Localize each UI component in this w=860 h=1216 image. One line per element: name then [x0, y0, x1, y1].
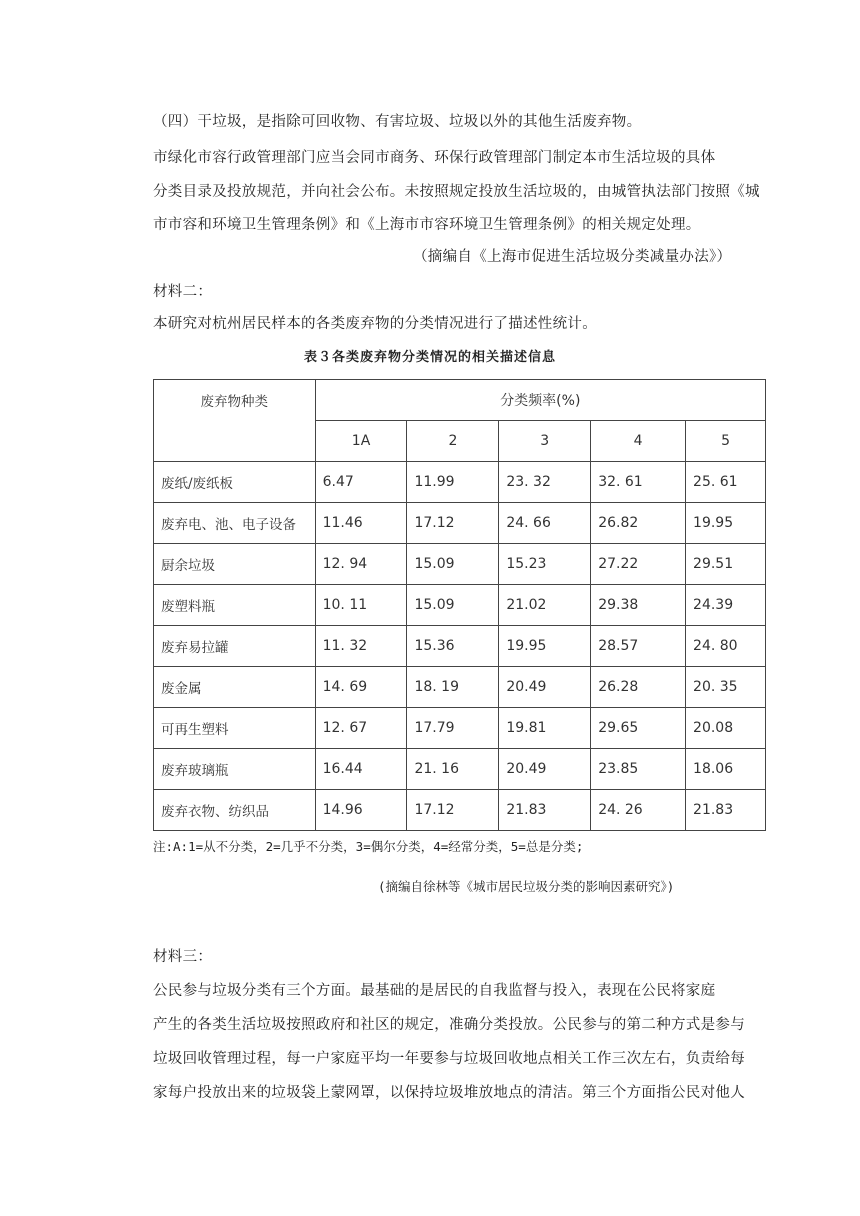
table-cell: 10. 11: [315, 585, 407, 626]
table-cell: 24. 26: [591, 790, 686, 831]
table-row: [154, 790, 766, 831]
table-cell: 19.95: [499, 626, 591, 667]
table-cell: 17.12: [407, 790, 499, 831]
table-cell: 21. 16: [407, 749, 499, 790]
paragraph-study-intro: 本研究对杭州居民样本的各类废弃物的分类情况进行了描述性统计。: [153, 316, 597, 332]
waste-classification-table: [153, 379, 766, 831]
column-header: 4: [591, 421, 686, 462]
table-cell: 6.47: [315, 462, 407, 503]
paragraph-participation-line-1: 公民参与垃圾分类有三个方面。最基础的是居民的自我监督与投入，表现在公民将家庭: [153, 983, 716, 999]
row-category: 废金属: [154, 667, 316, 708]
table-row: [154, 462, 766, 503]
table-cell: 18.06: [686, 749, 766, 790]
column-header: 2: [407, 421, 499, 462]
table-cell: 23. 32: [499, 462, 591, 503]
paragraph-participation-line-4: 家每户投放出来的垃圾袋上蒙网罩，以保持垃圾堆放地点的清洁。第三个方面指公民对他人: [153, 1085, 745, 1101]
table-cell: 21.83: [499, 790, 591, 831]
table-cell: 27.22: [591, 544, 686, 585]
source-citation-1: （摘编自《上海市促进生活垃圾分类减量办法》）: [413, 249, 732, 265]
table-cell: 17.79: [407, 708, 499, 749]
table-cell: 11.46: [315, 503, 407, 544]
table-cell: 21.02: [499, 585, 591, 626]
table-cell: 20.08: [686, 708, 766, 749]
table-cell: 14. 69: [315, 667, 407, 708]
table-cell: 26.28: [591, 667, 686, 708]
table-row: [154, 749, 766, 790]
paragraph-participation-line-2: 产生的各类生活垃圾按照政府和社区的规定，准确分类投放。公民参与的第二种方式是参与: [153, 1017, 745, 1033]
row-category: 废弃衣物、纺织品: [154, 790, 316, 831]
table-row: [154, 503, 766, 544]
table-cell: 19.81: [499, 708, 591, 749]
table-cell: 28.57: [591, 626, 686, 667]
paragraph-participation-line-3: 垃圾回收管理过程，每一户家庭平均一年要参与垃圾回收地点相关工作三次左右，负责给每: [153, 1051, 745, 1067]
column-header: 1A: [315, 421, 407, 462]
row-category: 废弃玻璃瓶: [154, 749, 316, 790]
table-row: [154, 585, 766, 626]
table-body: [154, 462, 766, 831]
table-cell: 29.51: [686, 544, 766, 585]
table-cell: 15.23: [499, 544, 591, 585]
source-citation-2: (摘编自徐林等《城市居民垃圾分类的影响因素研究》): [378, 879, 675, 894]
row-category: 废纸/废纸板: [154, 462, 316, 503]
table-note: 注:A:1=从不分类，2=几乎不分类，3=偶尔分类，4=经常分类，5=总是分类;: [153, 839, 584, 854]
table-cell: 24. 66: [499, 503, 591, 544]
table-cell: 26.82: [591, 503, 686, 544]
table-cell: 18. 19: [407, 667, 499, 708]
table-caption: 表３各类废弃物分类情况的相关描述信息: [303, 350, 556, 365]
table-cell: 11. 32: [315, 626, 407, 667]
material-three-heading: 材料三：: [153, 949, 213, 965]
paragraph-regulation-line-3: 市市容和环境卫生管理条例》和《上海市市容环境卫生管理条例》的相关规定处理。: [153, 217, 701, 233]
table-cell: 24.39: [686, 585, 766, 626]
paragraph-regulation-line-2: 分类目录及投放规范，并向社会公布。未按照规定投放生活垃圾的，由城管执法部门按照《城: [153, 184, 760, 200]
table-cell: 24. 80: [686, 626, 766, 667]
table-cell: 16.44: [315, 749, 407, 790]
material-two-heading: 材料二：: [153, 284, 213, 300]
table-row: [154, 667, 766, 708]
table-cell: 21.83: [686, 790, 766, 831]
row-category: 可再生塑料: [154, 708, 316, 749]
table-cell: 20.49: [499, 667, 591, 708]
table-cell: 32. 61: [591, 462, 686, 503]
table-cell: 12. 67: [315, 708, 407, 749]
header-category: 废弃物种类: [154, 380, 316, 462]
table-cell: 14.96: [315, 790, 407, 831]
table-cell: 25. 61: [686, 462, 766, 503]
table-cell: 29.65: [591, 708, 686, 749]
table-cell: 29.38: [591, 585, 686, 626]
table-cell: 15.09: [407, 544, 499, 585]
table-cell: 23.85: [591, 749, 686, 790]
row-category: 废塑料瓶: [154, 585, 316, 626]
row-category: 厨余垃圾: [154, 544, 316, 585]
table-cell: 15.36: [407, 626, 499, 667]
table-cell: 20. 35: [686, 667, 766, 708]
table-row: [154, 626, 766, 667]
row-category: 废弃电、池、电子设备: [154, 503, 316, 544]
paragraph-dry-waste: （四）干垃圾，是指除可回收物、有害垃圾、垃圾以外的其他生活废弃物。: [153, 114, 642, 130]
table-cell: 11.99: [407, 462, 499, 503]
header-frequency: 分类频率(%): [315, 380, 765, 421]
paragraph-regulation-line-1: 市绿化市容行政管理部门应当会同市商务、环保行政管理部门制定本市生活垃圾的具体: [153, 150, 716, 166]
row-category: 废弃易拉罐: [154, 626, 316, 667]
table-cell: 20.49: [499, 749, 591, 790]
table-cell: 12. 94: [315, 544, 407, 585]
table-cell: 15.09: [407, 585, 499, 626]
column-header: 3: [499, 421, 591, 462]
table-row: [154, 544, 766, 585]
table-row: [154, 708, 766, 749]
table-cell: 17.12: [407, 503, 499, 544]
column-header: 5: [686, 421, 766, 462]
table-cell: 19.95: [686, 503, 766, 544]
